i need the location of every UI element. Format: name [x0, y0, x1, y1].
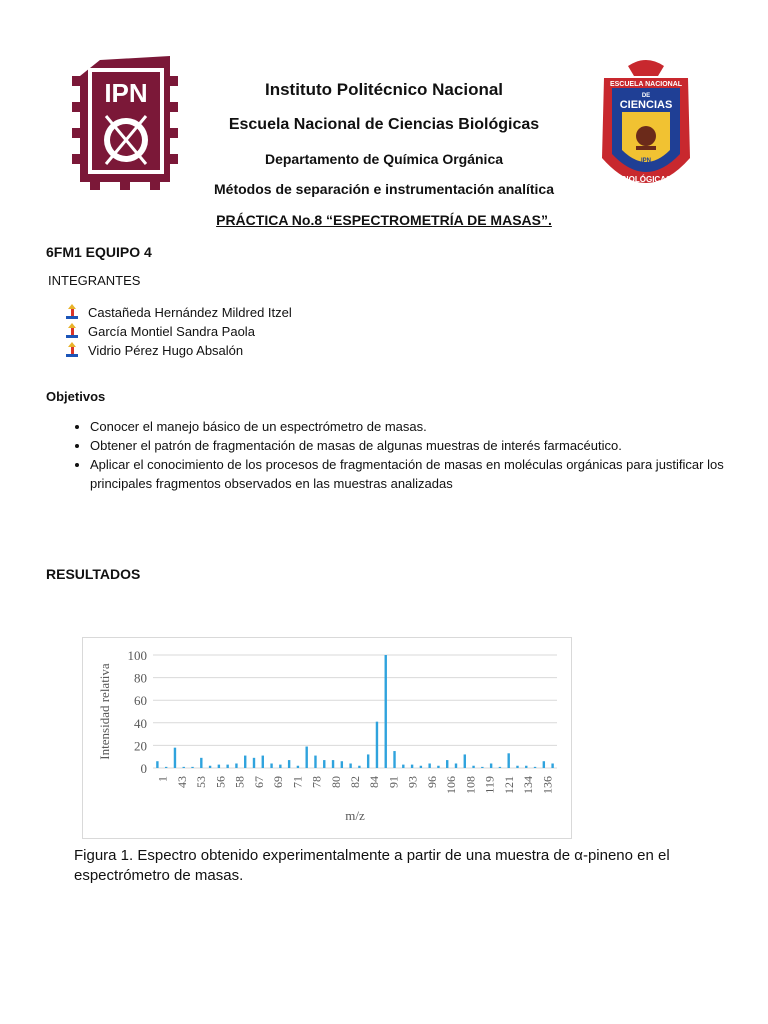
bar [270, 763, 272, 768]
x-tick-label: 121 [501, 776, 516, 794]
x-tick-label: 136 [540, 776, 555, 794]
ipn-logo-text: IPN [104, 78, 148, 108]
objectives-list [64, 417, 740, 493]
x-tick-label: 80 [328, 776, 343, 788]
institute-title: Instituto Politécnico Nacional [264, 80, 504, 99]
list-item [66, 303, 292, 322]
list-item [66, 341, 292, 360]
x-tick-label: 67 [251, 776, 266, 788]
bar [288, 760, 290, 768]
member-name: García Montiel Sandra Paola [88, 324, 255, 339]
bar [437, 766, 439, 768]
bar [174, 748, 176, 768]
bar [376, 722, 378, 768]
bar [428, 763, 430, 768]
bar [543, 761, 545, 768]
bar [402, 765, 404, 768]
encb-de-text: DE [641, 93, 651, 99]
x-tick-label: 84 [367, 776, 382, 788]
encb-ring-text: ESCUELA NACIONAL [609, 81, 683, 88]
encb-ipn-text: IPN [640, 158, 652, 164]
bar [534, 767, 536, 768]
y-tick-label: 80 [134, 670, 147, 686]
x-tick-label: 82 [348, 776, 362, 788]
bar [209, 766, 211, 768]
x-axis-label: m/z [345, 808, 365, 823]
bar [349, 763, 351, 768]
x-tick-label: 53 [194, 776, 209, 788]
members-list [66, 303, 292, 360]
x-tick-label: 96 [424, 776, 439, 788]
bar [472, 766, 474, 768]
bar [226, 765, 228, 768]
chart-svg [83, 638, 571, 838]
list-item: • Conocer el manejo básico de un espectrómetro de masas. [90, 417, 740, 436]
x-tick-label: 1 [155, 776, 170, 782]
bar [490, 763, 492, 768]
y-tick-label: 40 [134, 715, 147, 731]
list-item [66, 322, 292, 341]
bar [235, 763, 237, 768]
bar [385, 655, 387, 768]
bar [481, 767, 483, 768]
bar [393, 751, 395, 768]
member-name: Vidrio Pérez Hugo Absalón [88, 343, 244, 358]
bar [218, 765, 220, 768]
arrow-bullet-icon [66, 326, 78, 338]
results-heading: RESULTADOS [46, 566, 141, 582]
x-tick-label: 69 [271, 776, 286, 788]
department-title: Departamento de Química Orgánica [264, 151, 504, 167]
bar [297, 766, 299, 768]
bar [323, 760, 325, 768]
y-tick-label: 100 [127, 648, 147, 663]
member-name: Castañeda Hernández Mildred Itzel [88, 305, 292, 320]
bar [165, 767, 167, 768]
school-title: Escuela Nacional de Ciencias Biológicas [228, 116, 540, 133]
course-title: Métodos de separación e instrumentación analítica [214, 181, 554, 197]
team-heading: 6FM1 EQUIPO 4 [46, 244, 152, 260]
bar [551, 763, 553, 768]
y-tick-label: 0 [140, 761, 147, 776]
arrow-bullet-icon [66, 345, 78, 357]
figure-caption: Figura 1. Espectro obtenido experimentalmente a partir de una muestra de α-pineno en el espectrómetro de masas. [74, 847, 670, 884]
encb-ciencias-text: CIENCIAS [619, 99, 673, 111]
bar [253, 758, 255, 768]
x-tick-label: 58 [232, 776, 247, 788]
bar [262, 756, 264, 768]
bar [200, 758, 202, 768]
bar [244, 756, 246, 768]
bar [341, 761, 343, 768]
members-label: INTEGRANTES [48, 273, 141, 288]
bar [305, 747, 307, 768]
bar [367, 754, 369, 768]
y-tick-label: 20 [134, 738, 147, 754]
bar [516, 766, 518, 768]
x-tick-label: 134 [521, 776, 536, 794]
bar [455, 763, 457, 768]
x-tick-label: 119 [482, 776, 497, 794]
x-tick-label: 43 [174, 776, 189, 788]
y-axis-label: Intensidad relativa [97, 663, 112, 760]
x-tick-label: 106 [444, 776, 459, 794]
encb-biologicas-text: BIOLÓGICAS [620, 175, 672, 184]
bar [183, 767, 185, 768]
x-tick-label: 71 [290, 776, 305, 788]
x-tick-label: 91 [386, 776, 401, 788]
bar [358, 766, 360, 768]
bar [411, 765, 413, 768]
bar [525, 766, 527, 768]
practice-title: PRÁCTICA No.8 “ESPECTROMETRÍA DE MASAS”. [216, 212, 552, 228]
bar [507, 753, 509, 768]
list-item: • Aplicar el conocimiento de los procesos de fragmentación de masas en moléculas orgánicas para justificar los principales fragmentos observados en las muestras analizadas [90, 455, 740, 493]
bar [464, 754, 466, 768]
bar [499, 767, 501, 768]
bar [420, 766, 422, 768]
bar [332, 760, 334, 768]
x-tick-label: 56 [213, 776, 228, 788]
x-tick-label: 78 [309, 776, 324, 788]
objectives-heading: Objetivos [46, 389, 106, 404]
bar [314, 756, 316, 768]
list-item: • Obtener el patrón de fragmentación de masas de algunas muestras de interés farmacéutico. [90, 436, 740, 455]
arrow-bullet-icon [66, 307, 78, 319]
y-tick-label: 60 [134, 693, 147, 709]
bar [191, 767, 193, 768]
x-tick-label: 93 [405, 776, 420, 788]
bar [156, 761, 158, 768]
mass-spectrum-chart [82, 637, 572, 839]
bar [446, 760, 448, 768]
bar [279, 765, 281, 768]
x-tick-label: 108 [463, 776, 478, 794]
